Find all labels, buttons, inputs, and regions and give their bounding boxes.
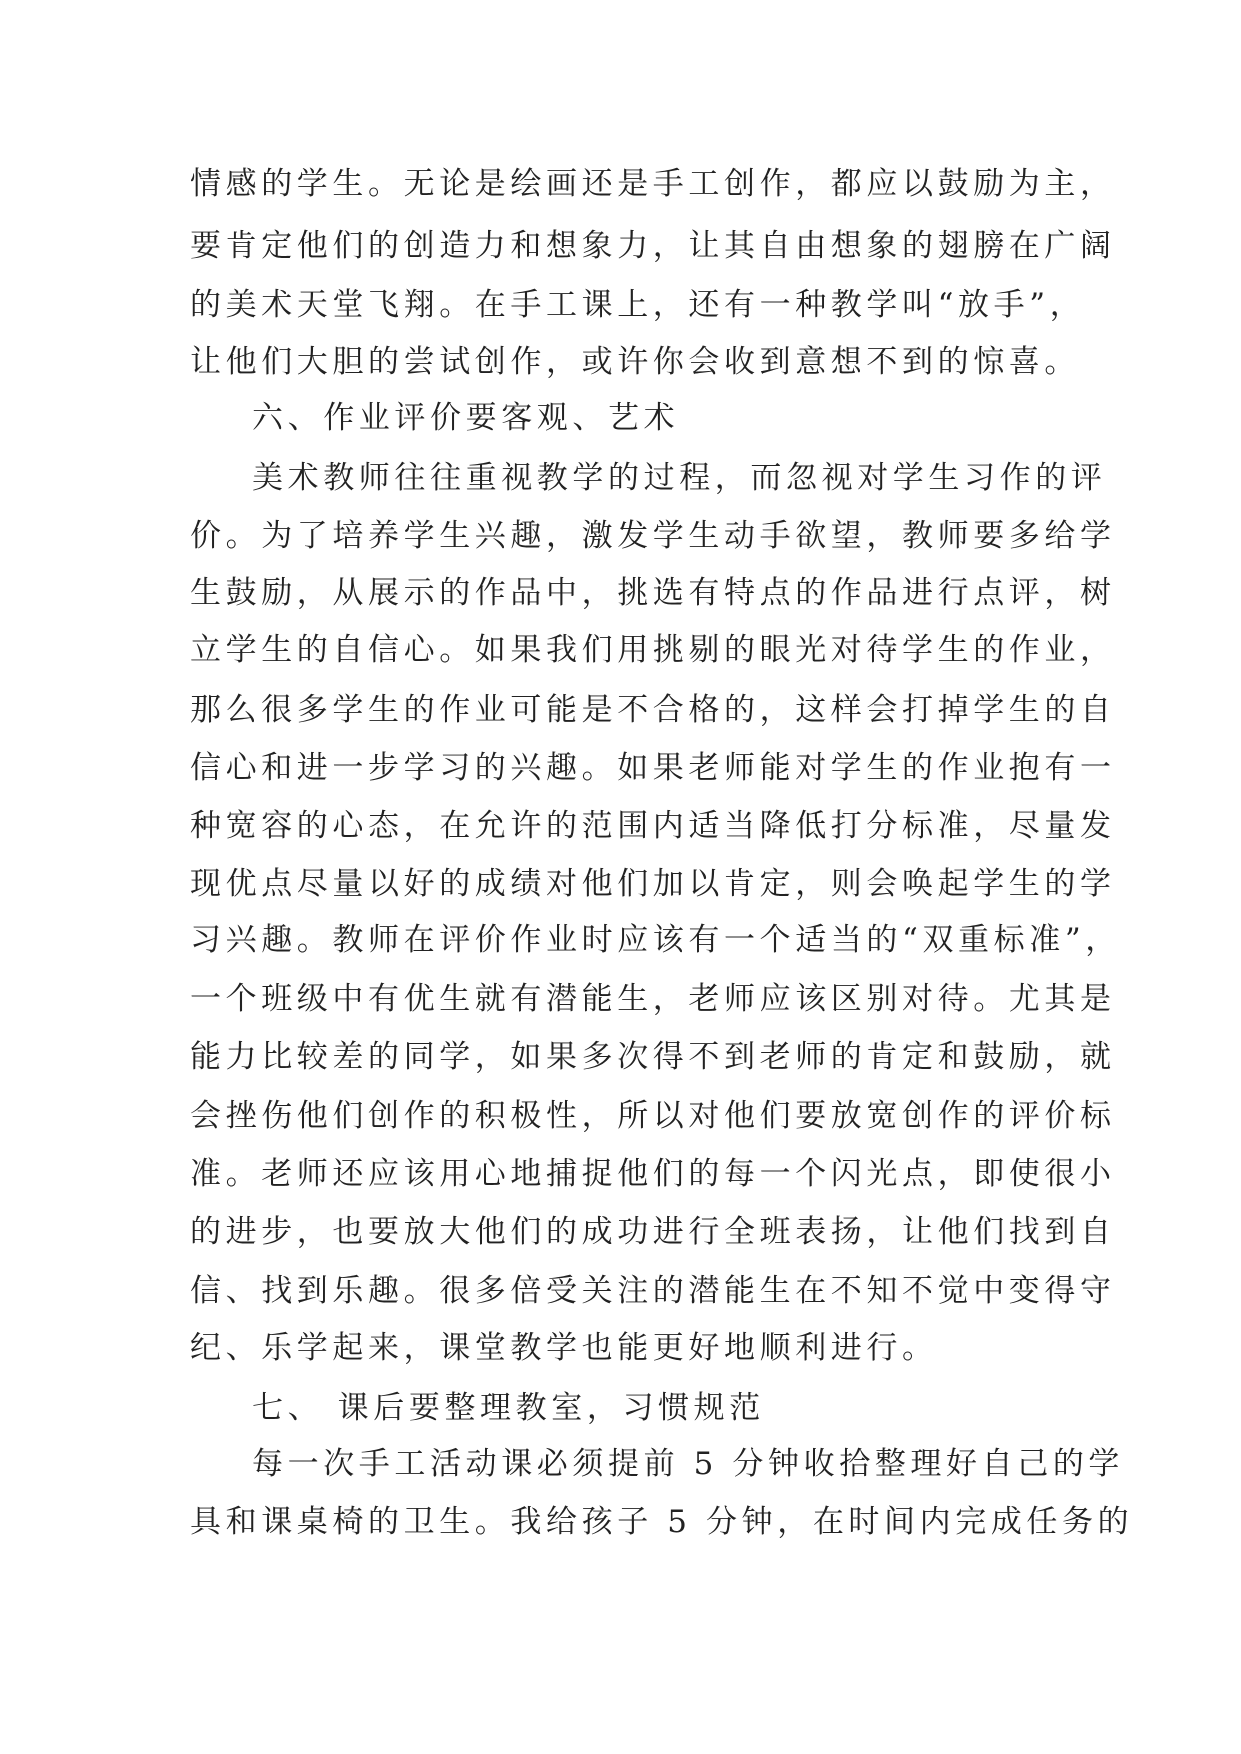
text-line: 会挫伤他们创作的积极性，所以对他们要放宽创作的评价标 [190, 1098, 1116, 1134]
text-line: 一个班级中有优生就有潜能生，老师应该区别对待。尤其是 [190, 981, 1116, 1017]
text-line: 的美术天堂飞翔。在手工课上，还有一种教学叫“放手”， [190, 287, 1086, 323]
text-line: 习兴趣。教师在评价作业时应该有一个适当的“双重标准”， [190, 922, 1121, 958]
text-line: 准。老师还应该用心地捕捉他们的每一个闪光点，即使很小 [190, 1156, 1116, 1192]
text-line: 纪、乐学起来，课堂教学也能更好地顺利进行。 [190, 1330, 938, 1366]
paragraph-start: 美术教师往往重视教学的过程，而忽视对学生习作的评 [252, 460, 1107, 496]
text-line: 能力比较差的同学，如果多次得不到老师的肯定和鼓励，就 [190, 1039, 1116, 1075]
text-line: 让他们大胆的尝试创作，或许你会收到意想不到的惊喜。 [190, 344, 1080, 380]
text-line: 的进步，也要放大他们的成功进行全班表扬，让他们找到自 [190, 1214, 1116, 1250]
text-line: 具和课桌椅的卫生。我给孩子 5 分钟，在时间内完成任务的 [190, 1504, 1134, 1540]
text-line: 价。为了培养学生兴趣，激发学生动手欲望，教师要多给学 [190, 518, 1116, 554]
paragraph-start: 每一次手工活动课必须提前 5 分钟收拾整理好自己的学 [252, 1446, 1125, 1482]
text-line: 立学生的自信心。如果我们用挑剔的眼光对待学生的作业， [190, 632, 1116, 668]
text-line: 信心和进一步学习的兴趣。如果老师能对学生的作业抱有一 [190, 750, 1116, 786]
text-line: 生鼓励，从展示的作品中，挑选有特点的作品进行点评，树 [190, 575, 1116, 611]
text-line: 情感的学生。无论是绘画还是手工创作，都应以鼓励为主， [190, 166, 1116, 202]
section-heading: 七、 课后要整理教室，习惯规范 [252, 1390, 765, 1426]
text-line: 种宽容的心态，在允许的范围内适当降低打分标准，尽量发 [190, 808, 1116, 844]
text-line: 要肯定他们的创造力和想象力，让其自由想象的翅膀在广阔 [190, 228, 1116, 264]
text-line: 那么很多学生的作业可能是不合格的，这样会打掉学生的自 [190, 692, 1116, 728]
section-heading: 六、作业评价要客观、艺术 [252, 400, 680, 436]
text-line: 现优点尽量以好的成绩对他们加以肯定，则会唤起学生的学 [190, 866, 1116, 902]
text-line: 信、找到乐趣。很多倍受关注的潜能生在不知不觉中变得守 [190, 1273, 1116, 1309]
